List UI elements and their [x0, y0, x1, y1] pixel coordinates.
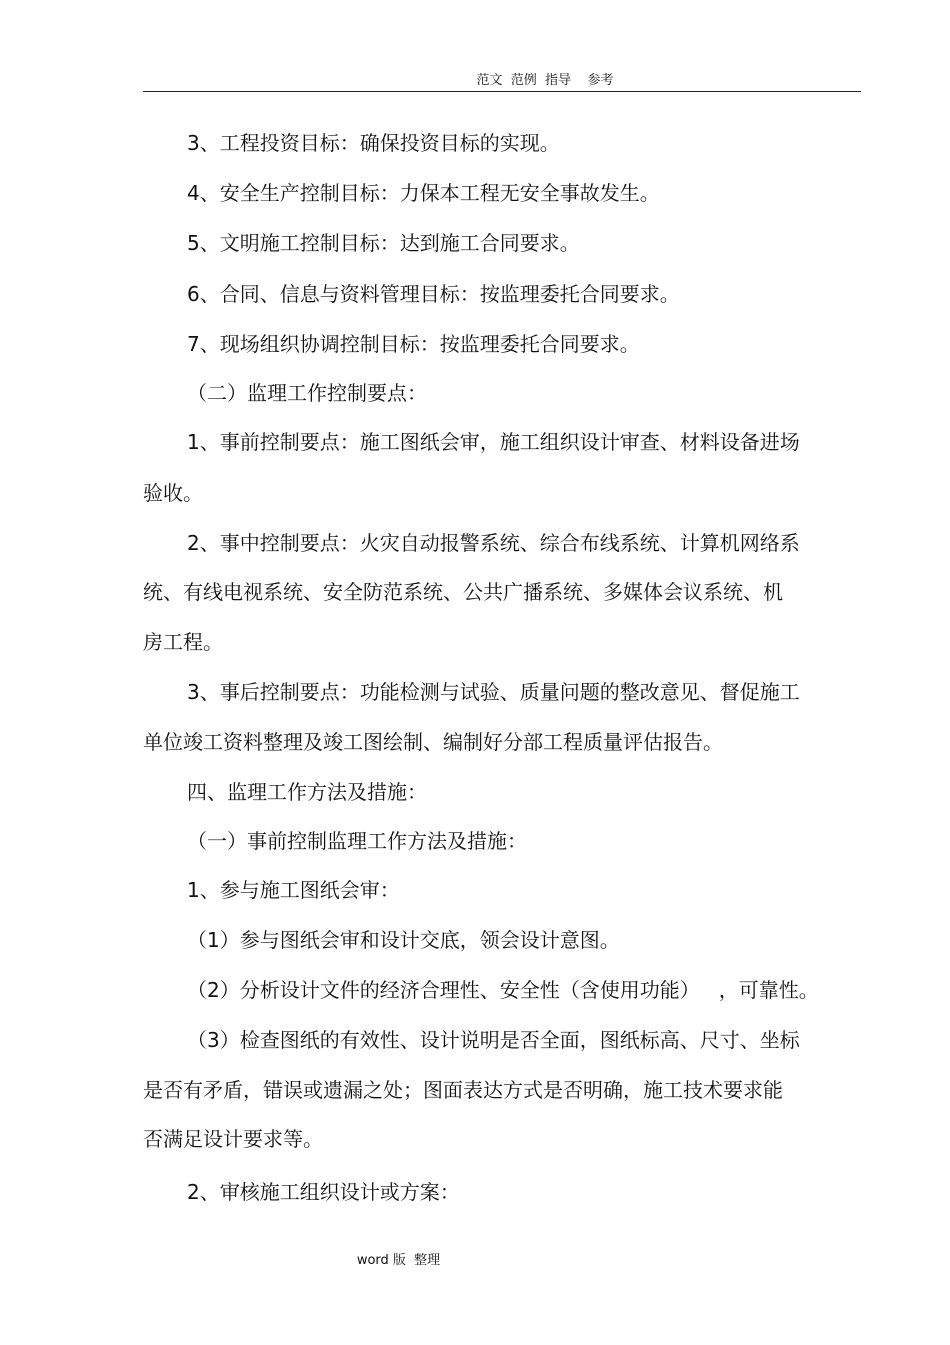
section-heading: （一）事前控制监理工作方法及措施： [187, 829, 527, 853]
text-line: 统、有线电视系统、安全防范系统、公共广播系统、多媒体会议系统、机 [143, 580, 783, 604]
text-line: 1、参与施工图纸会审： [187, 878, 400, 902]
text-line: 3、工程投资目标：确保投资目标的实现。 [187, 131, 560, 155]
text-line: 否满足设计要求等。 [143, 1127, 323, 1151]
text-line: 2、审核施工组织设计或方案： [187, 1180, 460, 1204]
text-line: 2、事中控制要点：火灾自动报警系统、综合布线系统、计算机网络系 [187, 531, 800, 555]
section-heading: 四、监理工作方法及措施： [187, 780, 427, 804]
section-heading: （二）监理工作控制要点： [187, 381, 427, 405]
text-line: 1、事前控制要点：施工图纸会审，施工组织设计审查、材料设备进场 [187, 430, 800, 454]
text-line: 7、现场组织协调控制目标：按监理委托合同要求。 [187, 332, 640, 356]
text-line: 4、安全生产控制目标：力保本工程无安全事故发生。 [187, 181, 660, 205]
text-line: （1）参与图纸会审和设计交底，领会设计意图。 [187, 928, 620, 952]
text-line: （2）分析设计文件的经济合理性、安全性（含使用功能） ，可靠性。 [187, 978, 819, 1002]
header-rule [143, 91, 861, 92]
text-line: 6、合同、信息与资料管理目标：按监理委托合同要求。 [187, 282, 680, 306]
text-line: 验收。 [143, 481, 203, 505]
text-line: 5、文明施工控制目标：达到施工合同要求。 [187, 231, 580, 255]
text-line: 是否有矛盾，错误或遗漏之处；图面表达方式是否明确，施工技术要求能 [143, 1078, 783, 1102]
text-line: 3、事后控制要点：功能检测与试验、质量问题的整改意见、督促施工 [187, 680, 800, 704]
text-line: 房工程。 [143, 630, 223, 654]
page-header: 范文 范例 指导 参考 [476, 73, 614, 88]
text-line: 单位竣工资料整理及竣工图绘制、编制好分部工程质量评估报告。 [143, 730, 723, 754]
page-footer: word 版 整理 [356, 1253, 441, 1268]
text-line: （3）检查图纸的有效性、设计说明是否全面，图纸标高、尺寸、坐标 [187, 1028, 800, 1052]
